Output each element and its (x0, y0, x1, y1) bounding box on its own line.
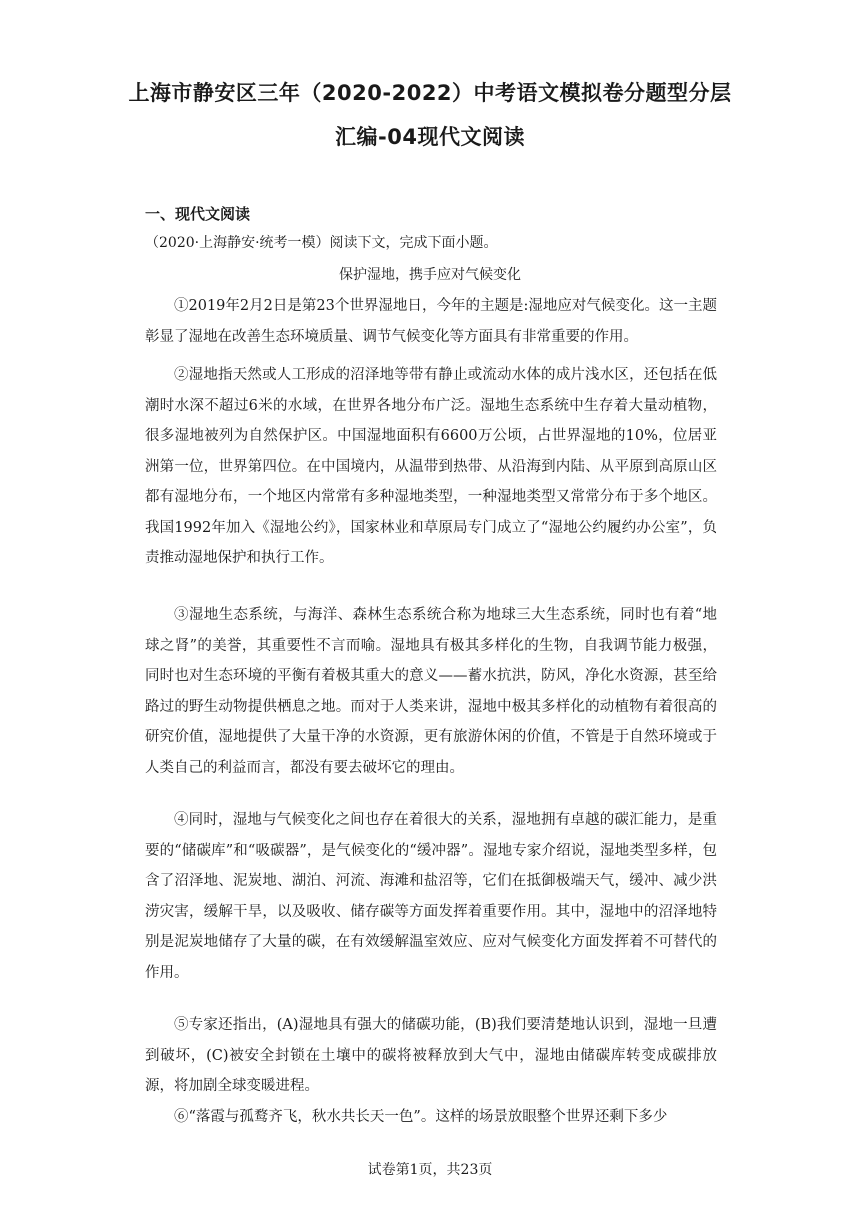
passage-paragraph-5: ⑤专家还指出，(A)湿地具有强大的储碳功能，(B)我们要清楚地认识到，湿地一旦遭到破坏，(C)被安全封锁在土壤中的碳将被释放到大气中，湿地由储碳库转变成碳排放源，将加剧全球变暖进程。 (145, 1017, 717, 1094)
document-title-line-1: 上海市静安区三年（2020-2022）中考语文模拟卷分题型分层 (128, 81, 732, 105)
page-footer: 试卷第1页，共23页 (367, 1162, 493, 1178)
document-title-line-2: 汇编-04现代文阅读 (335, 125, 525, 149)
passage-paragraph-3: ③湿地生态系统，与海洋、森林生态系统合称为地球三大生态系统，同时也有着“地球之肾”的美誉，其重要性不言而喻。湿地具有极其多样化的生物，自我调节能力极强，同时也对生态环境的平衡有着极其重大的意义——蓄水抗洪，防风，净化水资源，甚至给路过的野生动物提供栖息之地。而对于人类来讲，湿地中极其多样化的动植物有着很高的研究价值，湿地提供了大量干净的水资源，更有旅游休闲的价值，不管是于自然环境或于人类自己的利益而言，都没有要去破坏它的理由。 (145, 607, 717, 776)
passage-paragraph-4: ④同时，湿地与气候变化之间也存在着很大的关系，湿地拥有卓越的碳汇能力，是重要的“储碳库”和“吸碳器”，是气候变化的“缓冲器”。湿地专家介绍说，湿地类型多样，包含了沼泽地、泥炭地、湖泊、河流、海滩和盐沼等，它们在抵御极端天气，缓冲、减少洪涝灾害，缓解干旱，以及吸收、储存碳等方面发挥着重要作用。其中，湿地中的沼泽地特别是泥炭地储存了大量的碳，在有效缓解温室效应、应对气候变化方面发挥着不可替代的作用。 (145, 812, 717, 981)
passage-paragraph-2: ②湿地指天然或人工形成的沼泽地等带有静止或流动水体的成片浅水区，还包括在低潮时水深不超过6米的水域，在世界各地分布广泛。湿地生态系统中生存着大量动植物，很多湿地被列为自然保护区。中国湿地面积有6600万公顷，占世界湿地的10%，位居亚洲第一位，世界第四位。在中国境内，从温带到热带、从沿海到内陆、从平原到高原山区都有湿地分布，一个地区内常常有多种湿地类型，一种湿地类型又常常分布于多个地区。我国1992年加入《湿地公约》，国家林业和草原局专门成立了“湿地公约履约办公室”，负责推动湿地保护和执行工作。 (145, 367, 717, 566)
passage-title: 保护湿地，携手应对气候变化 (339, 267, 521, 283)
passage-paragraph-1: ①2019年2月2日是第23个世界湿地日，今年的主题是:湿地应对气候变化。这一主题彰显了湿地在改善生态环境质量、调节气候变化等方面具有非常重要的作用。 (145, 298, 717, 345)
section-heading: 一、现代文阅读 (145, 205, 251, 223)
question-source: （2020·上海静安·统考一模）阅读下文，完成下面小题。 (145, 235, 498, 251)
passage-paragraph-6: ⑥“落霞与孤鹜齐飞，秋水共长天一色”。这样的场景放眼整个世界还剩下多少 (174, 1109, 668, 1125)
